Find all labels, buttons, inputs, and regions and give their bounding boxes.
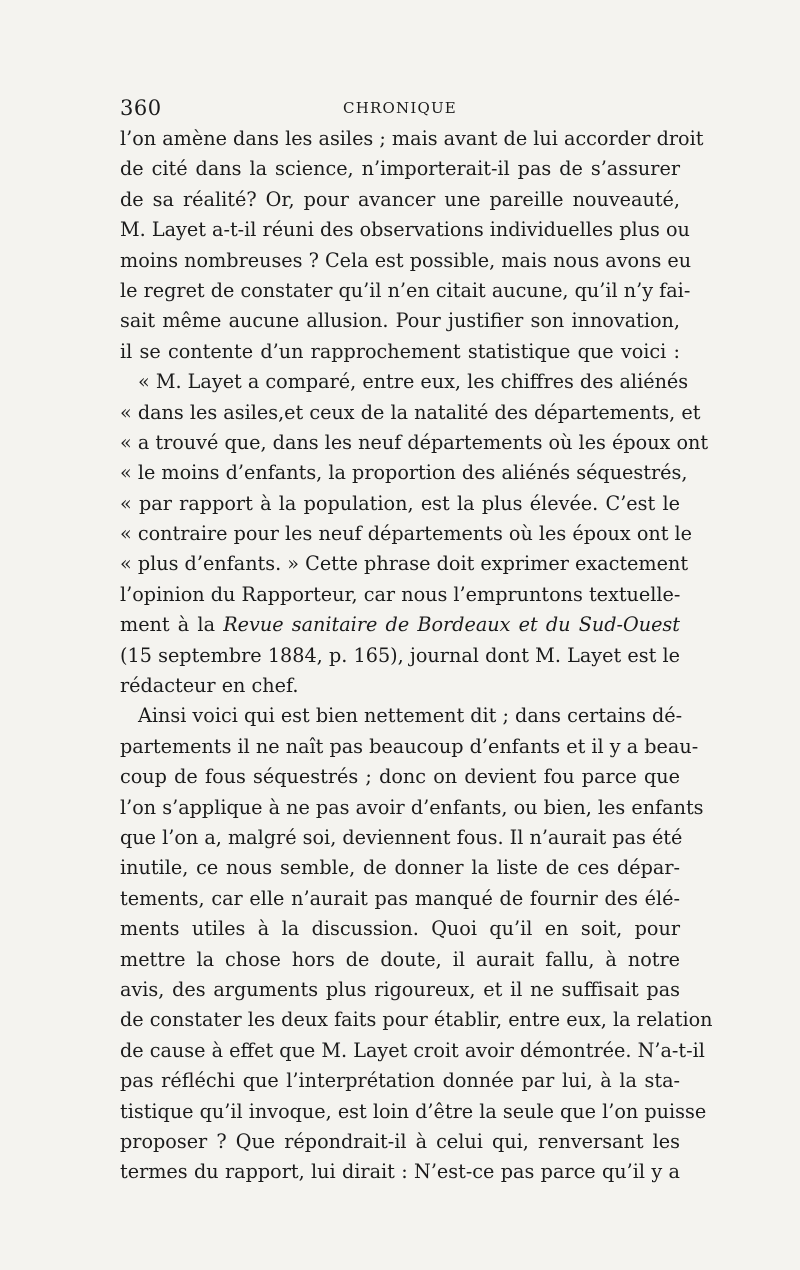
text-line: de cité dans la science, n’importerait-il pas de s’assurer [120,157,680,181]
page-number: 360 [120,96,162,120]
text-line: pas réfléchi que l’interprétation donnée par lui, à la sta- [120,1069,680,1093]
text-line: il se contente d’un rapprochement statistique que voici : [120,339,680,363]
quote-line: « par rapport à la population, est la plus élevée. C’est le [120,491,680,515]
page-header [120,96,680,122]
text-line: rédacteur en chef. [120,674,299,698]
text-line: tistique qu’il invoque, est loin d’être la seule que l’on puisse [120,1099,707,1123]
quote-line: « plus d’enfants. » Cette phrase doit exprimer exactement [120,552,689,576]
text-line: le regret de constater qu’il n’en citait aucune, qu’il n’y fai- [120,278,691,302]
text-line: de cause à effet que M. Layet croit avoir démontrée. N’a-t-il [120,1038,705,1062]
text-line: tements, car elle n’aurait pas manqué de fournir des élé- [120,886,680,910]
text-line: de constater les deux faits pour établir, entre eux, la relation [120,1008,713,1032]
text-line: inutile, ce nous semble, de donner la liste de ces dépar- [120,856,680,880]
text-line: sait même aucune allusion. Pour justifier son innovation, [120,309,680,333]
text-line: l’on s’applique à ne pas avoir d’enfants, ou bien, les enfants [120,795,704,819]
text-line: ments utiles à la discussion. Quoi qu’il en soit, pour [120,917,680,941]
text-line: (15 septembre 1884, p. 165), journal dont M. Layet est le [120,643,680,667]
quote-line: « dans les asiles,et ceux de la natalité des départements, et [120,400,701,424]
text-line: l’opinion du Rapporteur, car nous l’empruntons textuelle- [120,582,681,606]
text-line: que l’on a, malgré soi, deviennent fous. Il n’aurait pas été [120,825,683,849]
quote-line: « le moins d’enfants, la proportion des aliénés séquestrés, [120,461,688,485]
citation-prefix: ment à la [120,613,224,637]
text-line: coup de fous séquestrés ; donc on devient fou parce que [120,765,680,789]
quote-line: « contraire pour les neuf départements où les époux ont le [120,522,693,546]
text-line: termes du rapport, lui dirait : N’est-ce pas parce qu’il y a [120,1160,680,1184]
journal-title: Revue sanitaire de Bordeaux et du Sud-Ouest [223,613,680,637]
text-line-citation [120,610,680,640]
text-line: partements il ne naît pas beaucoup d’enfants et il y a beau- [120,734,699,758]
text-line: M. Layet a-t-il réuni des observations individuelles plus ou [120,218,690,242]
running-head: CHRONIQUE [343,99,457,117]
body-text [120,124,713,1188]
text-line: moins nombreuses ? Cela est possible, mais nous avons eu [120,248,692,272]
text-line: avis, des arguments plus rigoureux, et il ne suffisait pas [120,977,680,1001]
quote-line: « M. Layet a comparé, entre eux, les chiffres des aliénés [138,370,689,394]
text-line: proposer ? Que répondrait-il à celui qui, renversant les [120,1129,680,1153]
quote-line: « a trouvé que, dans les neuf départements où les époux ont [120,430,709,454]
text-line: de sa réalité? Or, pour avancer une pareille nouveauté, [120,187,680,211]
text-line: l’on amène dans les asiles ; mais avant de lui accorder droit [120,127,704,150]
text-line: mettre la chose hors de doute, il aurait fallu, à notre [120,947,680,971]
paragraph-start-line: Ainsi voici qui est bien nettement dit ; dans certains dé- [138,704,683,728]
